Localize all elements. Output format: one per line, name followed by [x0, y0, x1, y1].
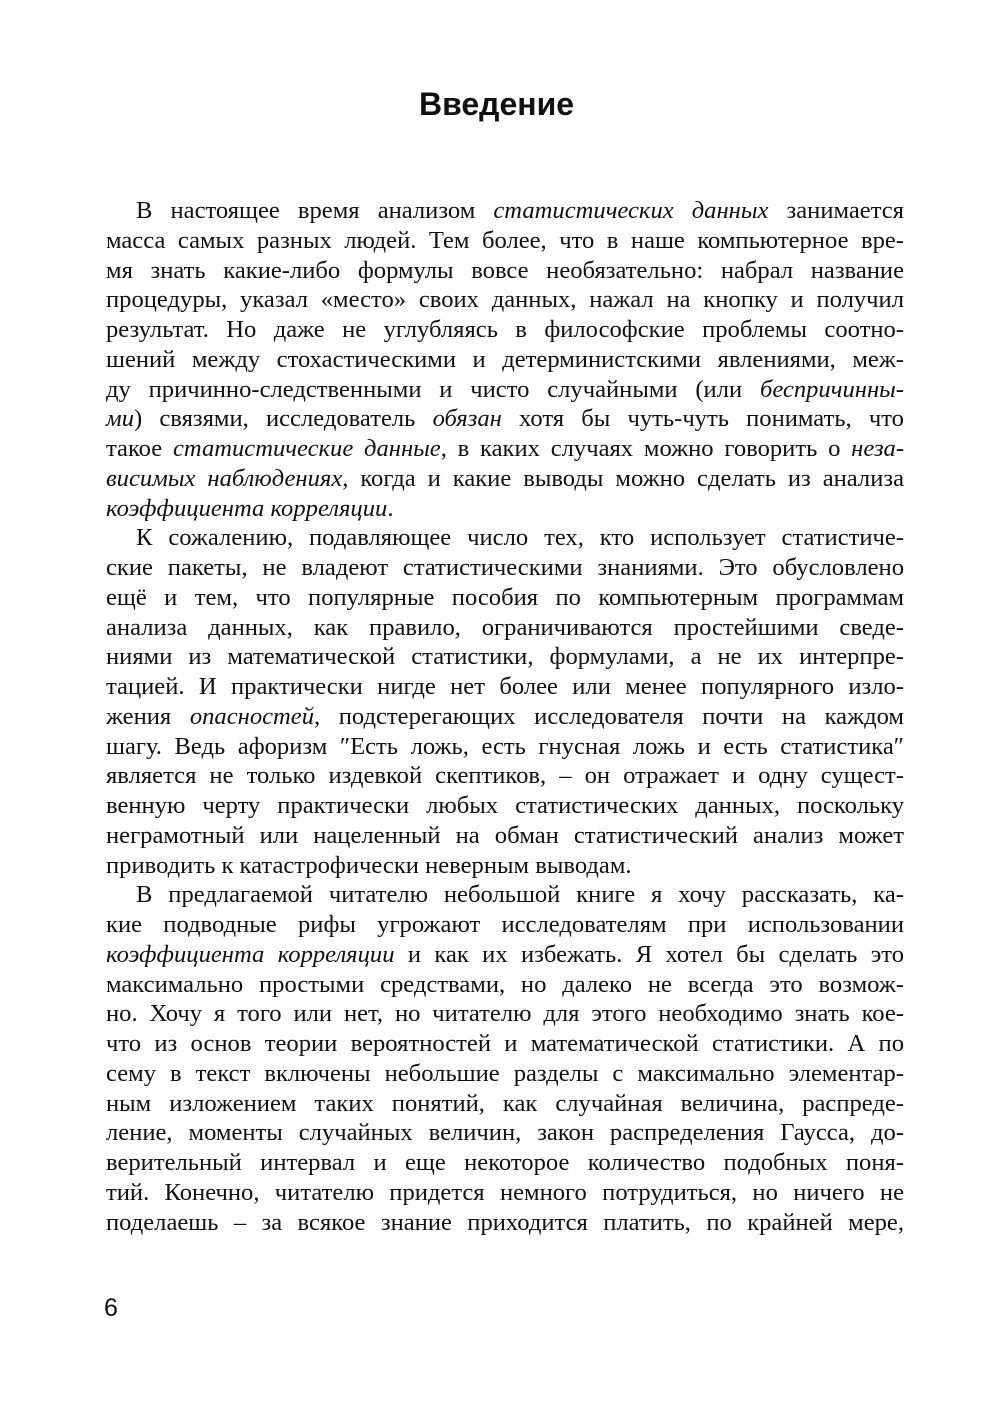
paragraph-2: [106, 523, 904, 880]
text-line: анализа данных, как правило, ограничиваются простейшими сведе-: [106, 613, 904, 641]
text-line: приводить к катастрофически неверным выводам.: [106, 851, 632, 879]
text-line: но. Хочу я того или нет, но читателю для этого необходимо знать кое-: [106, 1000, 904, 1028]
text-line: процедуры, указал «место» своих данных, нажал на кнопку и получил: [106, 286, 904, 314]
text-line: масса самых разных людей. Тем более, что в наше компьютерное вре-: [106, 226, 904, 254]
text-line: шений между стохастическими и детерминистскими явлениями, меж-: [106, 345, 904, 373]
text-line: максимально простыми средствами, но далеко не всегда это возмож-: [106, 970, 904, 998]
text-line: В настоящее время анализом статистических данных занимается: [136, 197, 904, 224]
text-line: коэффициента корреляции.: [106, 494, 394, 522]
text-line: ление, моменты случайных величин, закон распределения Гаусса, до-: [106, 1119, 904, 1147]
text-line: В предлагаемой читателю небольшой книге я хочу рассказать, ка-: [136, 881, 904, 909]
text-line: ми) связями, исследователь обязан хотя бы чуть-чуть понимать, что: [106, 405, 904, 433]
text-line: кие подводные рифы угрожают исследователям при использовании: [106, 911, 904, 938]
body-text: [106, 196, 904, 1237]
page-title: Введение: [418, 86, 575, 122]
text-line: ным изложением таких понятий, как случайная величина, распреде-: [106, 1089, 904, 1117]
page-number: 6: [104, 1294, 118, 1322]
text-line: К сожалению, подавляющее число тех, кто использует статистиче-: [136, 524, 904, 552]
text-line: такое статистические данные, в каких случаях можно говорить о неза-: [106, 435, 905, 462]
text-line: что из основ теории вероятностей и математической статистики. А по: [106, 1030, 904, 1057]
text-line: ду причинно-следственными и чисто случайными (или беспричинны-: [106, 375, 904, 403]
text-line: результат. Но даже не углубляясь в философские проблемы соотно-: [106, 316, 904, 343]
text-line: венную черту практически любых статистических данных, поскольку: [106, 792, 904, 819]
text-line: ские пакеты, не владеют статистическими знаниями. Это обусловлено: [106, 554, 904, 581]
text-line: жения опасностей, подстерегающих исследователя почти на каждом: [106, 702, 904, 730]
text-line: коэффициента корреляции и как их избежать. Я хотел бы сделать это: [106, 940, 904, 968]
text-line: сему в текст включены небольшие разделы с максимально элементар-: [106, 1059, 904, 1087]
text-line: является не только издевкой скептиков, – он отражает и одну сущест-: [106, 762, 904, 790]
paragraph-1: [106, 196, 904, 523]
paragraph-3: [106, 880, 904, 1237]
text-line: тий. Конечно, читателю придется немного потрудиться, но ничего не: [106, 1178, 904, 1206]
text-line: тацией. И практически нигде нет более или менее популярного изло-: [106, 673, 904, 700]
text-line: мя знать какие-либо формулы вовсе необязательно: набрал название: [106, 256, 904, 284]
text-line: верительный интервал и еще некоторое количество подобных поня-: [106, 1149, 904, 1176]
text-line: неграмотный или нацеленный на обман статистический анализ может: [106, 821, 904, 849]
text-line: ещё и тем, что популярные пособия по компьютерным программам: [106, 583, 904, 611]
text-line: висимых наблюдениях, когда и какие выводы можно сделать из анализа: [106, 464, 904, 492]
text-line: шагу. Ведь афоризм ″Есть ложь, есть гнусная ложь и есть статистика″: [106, 732, 904, 760]
text-line: ниями из математической статистики, формулами, а не их интерпре-: [106, 643, 904, 671]
text-line: поделаешь – за всякое знание приходится платить, по крайней мере,: [106, 1208, 904, 1236]
